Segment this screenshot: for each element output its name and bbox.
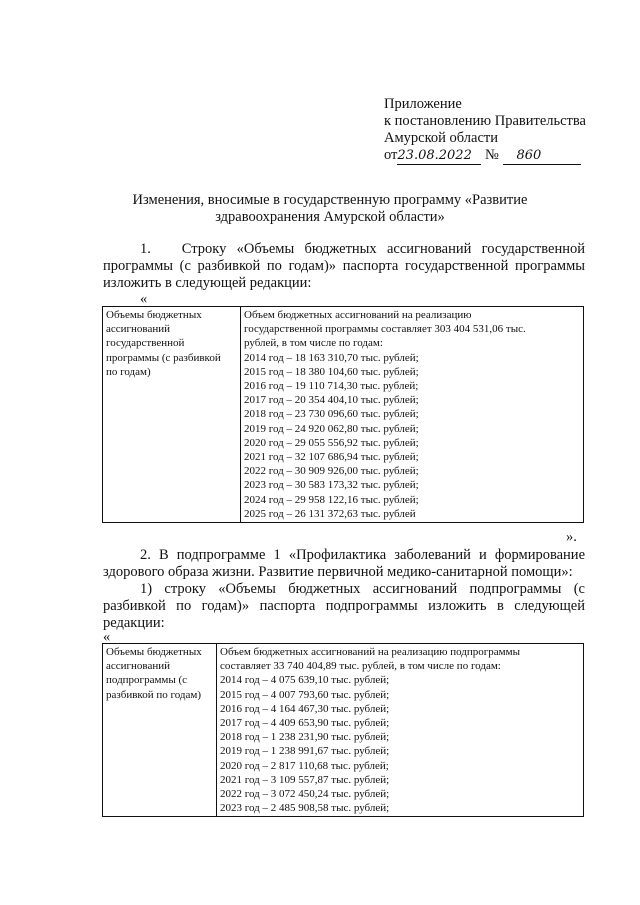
table-2-right-line: 2022 год – 3 072 450,24 тыс. рублей; (220, 788, 390, 801)
section-2-text: 2. В подпрограмме 1 «Профилактика заболеваний и формирование здорового образа жизни. Развитие первичной медико-санитарной помощи»: (103, 547, 585, 580)
region-label: Амурской области (384, 130, 498, 146)
document-title (100, 192, 560, 226)
table-1-right-line: 2021 год – 32 107 686,94 тыс. рублей; (244, 451, 419, 464)
table-2-right-cell (217, 644, 584, 817)
table-2-right-line: 2018 год – 1 238 231,90 тыс. рублей; (220, 731, 390, 744)
table-2-right-line: 2016 год – 4 164 467,30 тыс. рублей; (220, 702, 390, 715)
table-row (103, 307, 584, 523)
number-value: 860 (503, 147, 581, 165)
table-row (103, 644, 584, 817)
section-1-table (102, 306, 584, 523)
table-1-left-cell (103, 307, 241, 523)
table-1-right-line: 2025 год – 26 131 372,63 тыс. рублей (244, 507, 416, 520)
table-2-right-line: 2014 год – 4 075 639,10 тыс. рублей; (220, 674, 390, 687)
table-1-right-line: 2024 год – 29 958 122,16 тыс. рублей; (244, 493, 419, 506)
table-1-right-line: 2022 год – 30 909 926,00 тыс. рублей; (244, 465, 419, 478)
table-1-left-line: государственной (106, 337, 185, 350)
section-2-open-quote: « (103, 629, 111, 645)
date-value: 23.08.2022 (397, 147, 481, 165)
date-prefix: от (384, 147, 398, 163)
table-1-left-line: по годам) (106, 365, 151, 378)
table-2-right-line: 2019 год – 1 238 991,67 тыс. рублей; (220, 745, 390, 758)
table-2-right-line: 2015 год – 4 007 793,60 тыс. рублей; (220, 688, 390, 701)
table-1-right-line: 2014 год – 18 163 310,70 тыс. рублей; (244, 351, 419, 364)
section-1-close-quote: ». (566, 529, 577, 545)
table-1-right-line: рублей, в том числе по годам: (244, 337, 383, 350)
table-2-left-line: подпрограммы (с (106, 674, 188, 687)
table-2-left-line: Объемы бюджетных (106, 646, 202, 658)
table-1-right-line: Объем бюджетных ассигнований на реализацию (244, 309, 472, 321)
table-1-left-line: Объемы бюджетных (106, 309, 202, 321)
table-1-right-line: 2018 год – 23 730 096,60 тыс. рублей; (244, 408, 419, 421)
title-line-1: Изменения, вносимые в государственную программу «Развитие (132, 192, 528, 208)
table-1-right-line: государственной программы составляет 303 404 531,06 тыс. (244, 323, 526, 336)
table-2-right-line: Объем бюджетных ассигнований на реализацию подпрограммы (220, 646, 520, 658)
table-1-left-line: программы (с разбивкой (106, 351, 221, 364)
number-prefix: № (485, 147, 499, 163)
table-1-right-line: 2023 год – 30 583 173,32 тыс. рублей; (244, 479, 419, 492)
table-1-right-line: 2017 год – 20 354 404,10 тыс. рублей; (244, 394, 419, 407)
table-1-right-line: 2016 год – 19 110 714,30 тыс. рублей; (244, 380, 419, 393)
appendix-label: Приложение (384, 96, 462, 112)
section-1-open-quote: « (140, 291, 148, 307)
section-2-table (102, 643, 584, 817)
table-1-right-line: 2020 год – 29 055 556,92 тыс. рублей; (244, 436, 419, 449)
table-2-right-line: 2017 год – 4 409 653,90 тыс. рублей; (220, 717, 390, 730)
table-2-right-line: составляет 33 740 404,89 тыс. рублей, в том числе по годам: (220, 660, 501, 673)
table-1-right-line: 2015 год – 18 380 104,60 тыс. рублей; (244, 365, 419, 378)
table-2-right-line: 2020 год – 2 817 110,68 тыс. рублей; (220, 759, 389, 772)
table-1-left-line: ассигнований (106, 323, 171, 336)
resolution-label: к постановлению Правительства (384, 113, 586, 129)
table-2-right-line: 2023 год – 2 485 908,58 тыс. рублей; (220, 802, 390, 815)
table-2-left-line: ассигнований (106, 660, 171, 673)
table-2-left-cell (103, 644, 217, 817)
section-2-item-1: 1) строку «Объемы бюджетных ассигнований подпрограммы (с разбивкой по годам)» паспорта подпрограммы изложить в следующей редакции: (103, 581, 585, 631)
section-1-text: 1. Строку «Объемы бюджетных ассигнований государственной программы (с разбивкой по годам)» паспорта государственной программы изложить в следующей редакции: (103, 241, 585, 291)
table-1-right-cell (241, 307, 584, 523)
date-number-line (384, 147, 581, 165)
table-1-right-line: 2019 год – 24 920 062,80 тыс. рублей; (244, 422, 419, 435)
table-2-right-line: 2021 год – 3 109 557,87 тыс. рублей; (220, 773, 390, 786)
table-2-left-line: разбивкой по годам) (106, 688, 201, 701)
title-line-2: здравоохранения Амурской области» (215, 209, 445, 225)
